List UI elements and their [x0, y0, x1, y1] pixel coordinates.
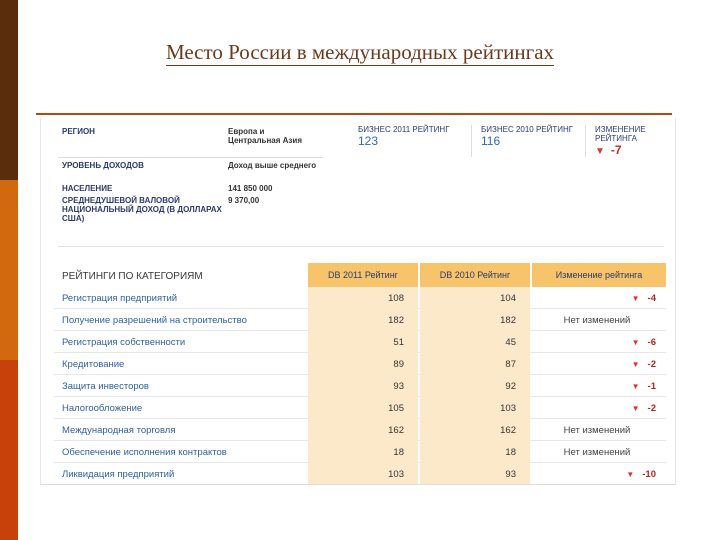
rank-change-cell: Нет изменений [563, 425, 631, 436]
rank-2011-value: 123 [358, 134, 379, 148]
rank-2011 [358, 125, 468, 146]
rank-change-value: -2 [647, 403, 656, 414]
rank-2010-cell: 103 [420, 397, 530, 419]
summary-label: РЕГИОН [62, 127, 95, 136]
rank-change-cell [532, 337, 662, 348]
rank-2011-cell: 89 [308, 353, 418, 375]
category-name[interactable]: Регистрация предприятий [62, 293, 178, 304]
accent-band-top [0, 0, 18, 180]
summary-value: Доход выше среднего [228, 161, 317, 170]
rank-2011-label: БИЗНЕС 2011 РЕЙТИНГ [358, 125, 450, 134]
summary-block [58, 121, 672, 241]
rank-2010-cell: 162 [420, 419, 530, 441]
accent-band-bottom [0, 360, 18, 540]
rank-2010-cell: 93 [420, 463, 530, 485]
rank-change-value: -10 [642, 469, 656, 480]
rank-2010-cell: 18 [420, 441, 530, 463]
rank-change-cell [532, 293, 662, 304]
rank-change-value: -7 [610, 143, 622, 157]
rank-2010-value: 116 [481, 134, 501, 148]
rank-2010-label: БИЗНЕС 2010 РЕЙТИНГ [481, 125, 574, 134]
table-row [54, 287, 666, 309]
rank-2011-cell: 18 [308, 441, 418, 463]
rank-change-cell [532, 381, 662, 392]
summary-value: Европа и Центральная Азия [228, 127, 302, 145]
arrow-down-icon: ▼ [631, 382, 640, 391]
category-name[interactable]: Регистрация собственности [62, 337, 186, 348]
rank-2011-cell: 108 [308, 287, 418, 309]
category-name[interactable]: Ликвидация предприятий [62, 469, 175, 480]
rank-summary [353, 121, 673, 161]
rank-change-value: -6 [647, 337, 656, 348]
table-row [54, 375, 666, 397]
rank-divider [471, 125, 472, 157]
rank-2010-cell: 182 [420, 309, 530, 331]
slide-title: Место России в международных рейтингах [165, 40, 555, 64]
table-row [54, 309, 666, 331]
category-name[interactable]: Налогообложение [62, 403, 143, 414]
summary-label: СРЕДНЕДУШЕВОЙ ВАЛОВОЙ НАЦИОНАЛЬНЫЙ ДОХОД (В ДОЛЛАРАХ США) [62, 196, 222, 223]
rank-change-cell: Нет изменений [563, 315, 631, 326]
rank-2010 [481, 125, 591, 146]
rank-2011-cell: 105 [308, 397, 418, 419]
table-row [54, 397, 666, 419]
rank-change-value: -1 [647, 381, 656, 392]
rank-change-value: -4 [647, 293, 656, 304]
table-row [54, 353, 666, 375]
table-row [54, 419, 666, 441]
table-row [54, 463, 666, 485]
rank-change-label: ИЗМЕНЕНИЕ РЕЙТИНГА [595, 125, 646, 143]
arrow-down-icon: ▼ [631, 338, 640, 347]
rank-divider [585, 125, 586, 157]
rank-2010-cell: 45 [420, 331, 530, 353]
rank-2010-cell: 104 [420, 287, 530, 309]
title-divider [36, 113, 672, 115]
arrow-down-icon: ▼ [631, 294, 640, 303]
rank-2011-cell: 162 [308, 419, 418, 441]
rank-2011-cell: 103 [308, 463, 418, 485]
table-body [54, 287, 666, 485]
summary-divider [58, 246, 664, 247]
rank-change-cell [532, 359, 662, 370]
panel-bottom-border [40, 484, 676, 485]
rank-2011-cell: 182 [308, 309, 418, 331]
rank-change-cell [532, 469, 662, 480]
arrow-down-icon: ▼ [631, 404, 640, 413]
category-rankings-table [54, 263, 666, 485]
arrow-down-icon: ▼ [631, 360, 640, 369]
arrow-down-icon: ▼ [595, 146, 605, 157]
category-name[interactable]: Получение разрешений на строительство [62, 315, 247, 326]
summary-label: УРОВЕНЬ ДОХОДОВ [62, 161, 144, 170]
summary-value: 141 850 000 [228, 184, 273, 193]
rank-2010-cell: 92 [420, 375, 530, 397]
summary-label: НАСЕЛЕНИЕ [62, 184, 113, 193]
category-name[interactable]: Кредитование [62, 359, 125, 370]
category-name[interactable]: Защита инвесторов [62, 381, 149, 392]
category-name[interactable]: Обеспечение исполнения контрактов [62, 447, 227, 458]
rank-change-cell: Нет изменений [563, 447, 631, 458]
rank-2010-cell: 87 [420, 353, 530, 375]
table-row [54, 441, 666, 463]
summary-divider [58, 157, 323, 158]
column-header-change: Изменение рейтинга [532, 263, 666, 287]
rank-change-cell [532, 403, 662, 414]
table-header [54, 263, 666, 287]
column-header-2010: DB 2010 Рейтинг [420, 263, 530, 287]
accent-band-middle [0, 180, 18, 360]
rank-change [595, 125, 673, 156]
arrow-down-icon: ▼ [626, 470, 635, 479]
column-header-2011: DB 2011 Рейтинг [308, 263, 418, 287]
table-row [54, 331, 666, 353]
rank-2011-cell: 51 [308, 331, 418, 353]
table-caption: РЕЙТИНГИ ПО КАТЕГОРИЯМ [62, 271, 203, 282]
summary-value: 9 370,00 [228, 196, 260, 205]
rank-2011-cell: 93 [308, 375, 418, 397]
rank-change-value: -2 [647, 359, 656, 370]
category-name[interactable]: Международная торговля [62, 425, 176, 436]
